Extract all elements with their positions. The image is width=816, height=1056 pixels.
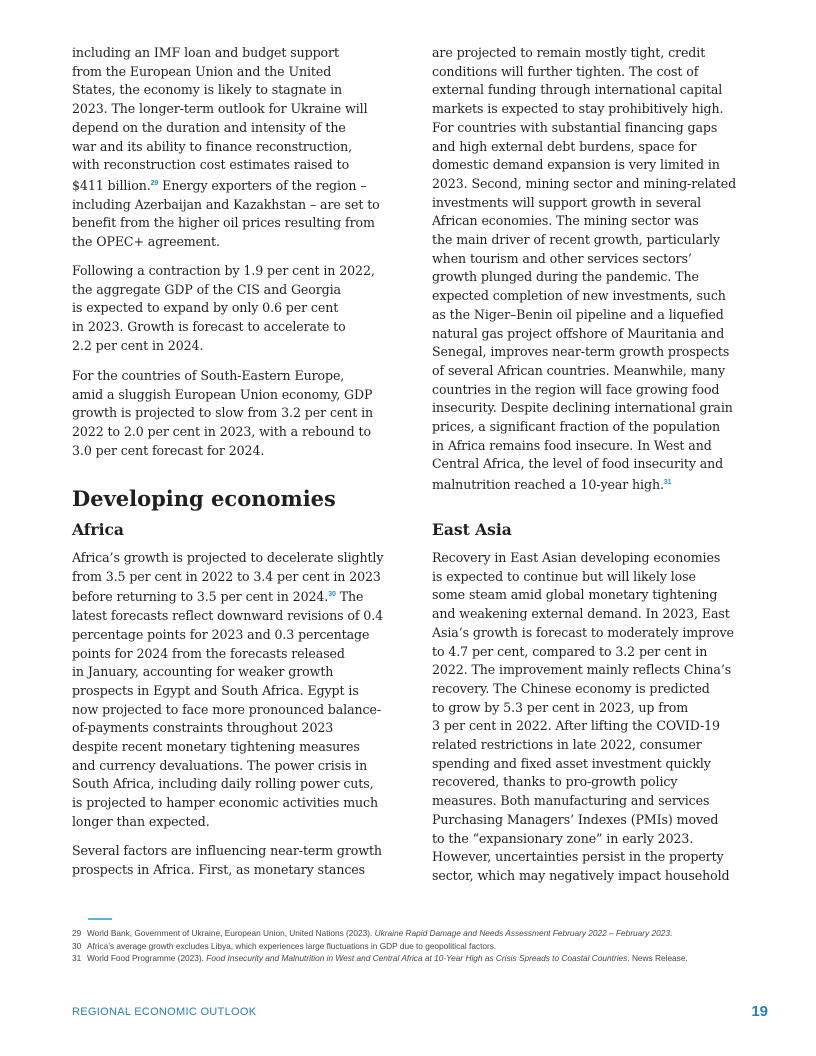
paragraph-factors: Several factors are influencing near-term growth prospects in Africa. First, as monetary stances bbox=[72, 843, 382, 877]
paragraph-east-asia: Recovery in East Asian developing economies is expected to continue but will likely lose some steam amid global monetary tightening and weakening external demand. In 2023, East Asia’s growth is forecast to moderately improve to 4.7 per cent, compared to 3.2 per cent in 2022. The improvement mainly reflects China’s recovery. The Chinese economy is predicted to grow by 5.3 per cent in 2023, up from 3 per cent in 2022. After lifting the COVID-19 related restrictions in late 2022, consumer spending and fixed asset investment quickly recovered, thanks to pro-growth policy measures. Both manufacturing and services Purchasing Managers’ Indexes (PMIs) moved to the “expansionary zone” in early 2023. However, uncertainties persist in the property sector, which may negatively impact household bbox=[432, 550, 734, 883]
subheading-africa: Africa bbox=[72, 520, 124, 539]
footnote-ref-31[interactable]: 31 bbox=[663, 479, 672, 487]
title: Food Insecurity and Malnutrition in West and Central Africa at 10-Year High as Crisis Spreads to Coastal Countries bbox=[206, 953, 628, 963]
footnote-number: 31 bbox=[72, 953, 82, 963]
footnote-29 bbox=[72, 928, 672, 938]
text: Africa’s growth is projected to decelerate slightly from 3.5 per cent in 2022 to 3.4 per cent in 2023 before returning to 3.5 per cent in 2024. bbox=[72, 550, 384, 605]
section-heading: Developing economies bbox=[72, 486, 336, 511]
page-number: 19 bbox=[751, 1003, 768, 1020]
footnote-ref-29[interactable]: 29 bbox=[150, 179, 159, 187]
footer-title: REGIONAL ECONOMIC OUTLOOK bbox=[72, 1006, 257, 1018]
text: Energy exporters of the region – including Azerbaijan and Kazakhstan – are set to benefit from the higher oil prices resulting from the OPEC+ agreement. bbox=[72, 177, 380, 250]
footnote-ref-30[interactable]: 30 bbox=[328, 591, 336, 599]
text: . bbox=[669, 928, 673, 938]
footnote-number: 30 bbox=[72, 941, 82, 951]
paragraph-cis: Following a contraction by 1.9 per cent in 2022, the aggregate GDP of the CIS and Georgia is expected to expand by only 0.6 per cent in 2023. Growth is forecast to accelerate to 2.2 per cent in 2024. bbox=[72, 263, 375, 353]
paragraph-ukraine bbox=[72, 44, 380, 252]
text: Africa’s average growth excludes Libya, which experiences large fluctuations in GDP due to geopolitical factors. bbox=[87, 941, 497, 951]
text: The latest forecasts reflect downward revisions of 0.4 percentage points for 2023 and 0.3 percentage points for 2024 from the forecasts released in January, accounting for weaker growth prospects in Egypt and South Africa. Egypt is now projected to face more pronounced balance- of-payments constraints throughout 2023 despite recent monetary tightening measures and currency devaluations. The power crisis in South Africa, including daily rolling power cuts, is projected to hamper economic activities much longer than expected. bbox=[72, 589, 384, 829]
footnote-number: 29 bbox=[72, 928, 82, 938]
subheading-east-asia: East Asia bbox=[432, 520, 512, 539]
text: . News Release. bbox=[627, 953, 688, 963]
text: World Food Programme (2023). bbox=[87, 953, 207, 963]
text: are projected to remain mostly tight, credit conditions will further tighten. The cost of external funding through international capital markets is expected to stay prohibitively high. For countries with substantial financing gaps and high external debt burdens, space for domestic demand expansion is very limited in 2023. Second, mining sector and mining-related investments will support growth in several African economies. The mining sector was the main driver of recent growth, particularly when tourism and other services sectors’ growth plunged during the pandemic. The expected completion of new investments, such as the Niger–Benin oil pipeline and a liquefied natural gas project offshore of Mauritania and Senegal, improves near-term growth prospects of several African countries. Meanwhile, many countries in the region will face growing food insecurity. Despite declining international grain prices, a significant fraction of the population in Africa remains food insecure. In West and Central Africa, the level of food insecurity and malnutrition reached a 10-year high. bbox=[432, 45, 737, 493]
footnote-divider bbox=[88, 918, 112, 920]
footnote-31 bbox=[72, 953, 688, 963]
title: Ukraine Rapid Damage and Needs Assessment February 2022 – February 2023 bbox=[374, 928, 670, 938]
paragraph-see: For the countries of South-Eastern Europe, amid a sluggish European Union economy, GDP growth is projected to slow from 3.2 per cent in 2022 to 2.0 per cent in 2023, with a rebound to 3.0 per cent forecast for 2024. bbox=[72, 368, 374, 458]
paragraph-africa bbox=[72, 549, 383, 832]
paragraph-africa-cont bbox=[432, 44, 736, 495]
text: World Bank, Government of Ukraine, European Union, United Nations (2023). bbox=[87, 928, 375, 938]
footnote-30 bbox=[72, 941, 496, 951]
text: including an IMF loan and budget support from the European Union and the United States, the economy is likely to stagnate in 2023. The longer-term outlook for Ukraine will depend on the duration and intensity of the war and its ability to finance reconstruction, with reconstruction cost estimates raised to $411 billion. bbox=[72, 45, 368, 193]
